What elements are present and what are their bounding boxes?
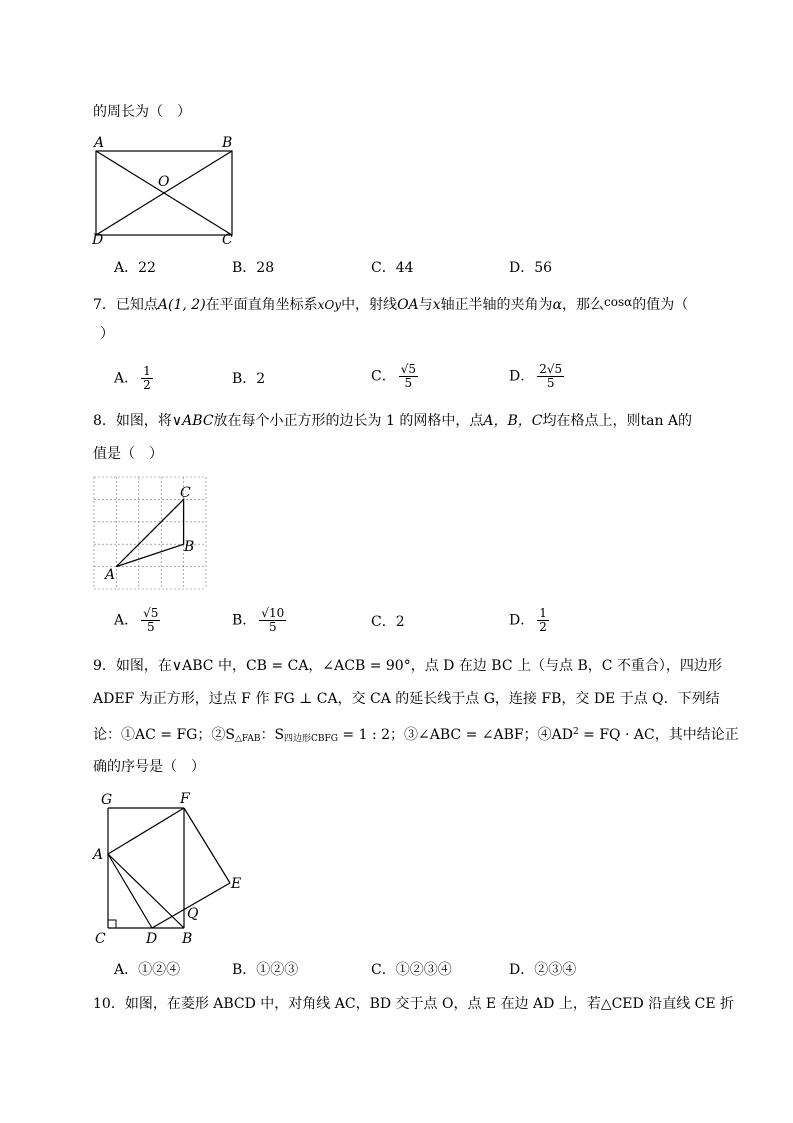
label-f: F <box>180 791 190 807</box>
q8-option-b[interactable]: B． $\frac{√10}{5}$ <box>232 606 285 634</box>
q9-stem-line1: 9．如图，在∨ABC 中，CB = CA，∠ACB = 90°，点 D 在边 BC 上（与点 B，C 不重合），四边形 <box>93 658 722 674</box>
label-b: B <box>222 135 233 151</box>
q7-option-c[interactable]: C． $\frac{√5}{5}$ <box>371 362 416 390</box>
q6-option-a[interactable]: A．22 <box>114 260 156 276</box>
label-q: Q <box>187 906 199 922</box>
label-e: E <box>231 876 242 892</box>
label-d: D <box>146 931 158 946</box>
label-b: B <box>182 931 193 946</box>
label-g: G <box>101 792 113 808</box>
q6-option-b[interactable]: B．28 <box>232 260 275 276</box>
q9-option-c[interactable]: C．①②③④ <box>371 962 452 978</box>
label-c: C <box>95 931 106 946</box>
q8-option-d[interactable]: D． $\frac{1}{2}$ <box>509 606 547 634</box>
right-angle-mark <box>108 920 116 928</box>
q6-stem-tail: 的周长为（ ） <box>93 104 191 120</box>
q6-option-c[interactable]: C．44 <box>371 260 414 276</box>
q8-option-a[interactable]: A． $\frac{√5}{5}$ <box>114 606 159 634</box>
label-a: A <box>94 135 105 151</box>
q6-option-d[interactable]: D．56 <box>509 260 553 276</box>
q8-grid-figure <box>93 476 207 590</box>
label-a: A <box>93 847 104 863</box>
q6-rectangle-figure <box>88 134 248 246</box>
label-c: C <box>222 232 233 246</box>
segment-af <box>108 808 184 854</box>
q7-option-d[interactable]: D． $\frac{2√5}{5}$ <box>509 362 563 390</box>
q9-option-b[interactable]: B．①②③ <box>232 962 299 978</box>
q9-option-a[interactable]: A．①②④ <box>114 962 181 978</box>
q9-stem-line3: 论：①AC = FG；$②S_{\triangle FAB}$：$S_{四边形CBFG} = 1$ : 2；③∠ABC = ∠ABF；$④AD^2$ = FQ · AC，其中结论正 <box>93 727 739 744</box>
q7-stem-line2: ） <box>100 326 114 342</box>
q7-stem-line1: 7．已知点A(1, 2)在平面直角坐标系xOy中，射线OA与x轴正半轴的夹角为α，那么cosα的值为（ <box>93 295 689 313</box>
q7-option-a[interactable]: A． $\frac{1}{2}$ <box>114 364 151 392</box>
q8-stem-line2: 值是（ ） <box>93 446 163 462</box>
label-c: C <box>180 485 191 501</box>
segment-fe <box>184 808 230 883</box>
q9-stem-line4: 确的序号是（ ） <box>93 759 205 775</box>
label-a: A <box>105 567 116 583</box>
label-o: O <box>158 174 170 190</box>
q8-option-c[interactable]: C．2 <box>371 614 405 630</box>
q9-stem-line2: ADEF 为正方形，过点 F 作 FG ⊥ CA，交 CA 的延长线于点 G，连接 FB，交 DE 于点 Q．下列结 <box>93 691 720 707</box>
q8-stem-line1: 8．如图，将∨ABC放在每个小正方形的边长为 1 的网格中，点A，B，C均在格点上，则tan A的 <box>93 413 693 429</box>
q7-option-b[interactable]: B．2 <box>232 371 266 387</box>
q9-square-figure <box>88 786 258 946</box>
triangle-abc <box>116 499 183 566</box>
label-b: B <box>184 539 195 555</box>
q9-option-d[interactable]: D．②③④ <box>509 962 577 978</box>
label-d: D <box>92 232 104 246</box>
q10-stem-line1: 10．如图，在菱形 ABCD 中，对角线 AC，BD 交于点 O，点 E 在边 AD 上，若△CED 沿直线 CE 折 <box>93 996 735 1012</box>
